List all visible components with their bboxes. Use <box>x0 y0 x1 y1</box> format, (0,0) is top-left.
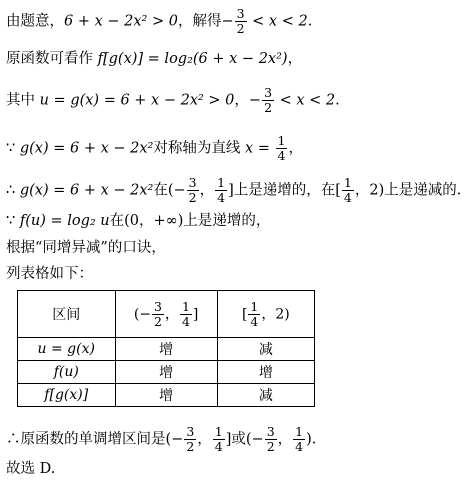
text: . <box>335 92 340 109</box>
table-cell: 增 <box>115 361 217 384</box>
text: 对称轴为直线 <box>153 140 245 157</box>
math: ， <box>197 431 212 448</box>
text: ∴原函数的单调增区间是 <box>6 431 166 448</box>
row-label: f[g(x)] <box>18 384 116 407</box>
solution-line-5 <box>6 176 461 205</box>
solution-line-10 <box>6 460 55 478</box>
math: < x < 2 <box>247 13 308 30</box>
text: 列表格如下： <box>6 266 93 282</box>
text: ， <box>287 51 303 67</box>
solution-line-8 <box>6 265 93 283</box>
monotonicity-table <box>17 290 315 407</box>
math: ， <box>199 182 215 199</box>
table-cell: 增 <box>217 361 314 384</box>
math: g(x) = 6 + x − 2x² <box>19 140 154 157</box>
text: 在 <box>153 182 168 199</box>
fraction: $\frac{1}{4}$ <box>214 424 223 454</box>
math: ) <box>306 431 312 448</box>
header-interval-1: (− $\frac{3}{2}$ ， $\frac{1}{4}$ ] <box>115 291 217 338</box>
text: . <box>311 431 317 448</box>
text: . <box>307 13 313 30</box>
solution-line-4 <box>6 134 303 163</box>
math: − <box>248 92 262 109</box>
row-label: f(u) <box>18 361 116 384</box>
outer-function: f(u) = log₂ u <box>19 213 110 229</box>
solution-line-9 <box>6 425 316 454</box>
table-cell: 增 <box>115 338 217 361</box>
math: (− <box>245 431 264 448</box>
solution-line-1 <box>6 7 312 36</box>
text: 上是递减的. <box>384 182 462 199</box>
math: (− <box>167 182 186 199</box>
math: < x < 2 <box>275 92 336 109</box>
text: 故选 D. <box>6 461 56 477</box>
solution-line-3 <box>6 86 340 115</box>
fraction: $\frac{1}{4}$ <box>295 424 304 454</box>
table-cell: 增 <box>115 384 217 407</box>
fraction: $\frac{3}{2}$ <box>236 6 245 36</box>
composite-function: f[g(x)] = log₂(6 + x − 2x²) <box>97 51 288 67</box>
table-row <box>18 384 315 407</box>
text: 或 <box>231 431 246 448</box>
because-symbol: ∵ <box>6 213 20 229</box>
math: x = <box>244 140 275 157</box>
text: ， <box>288 140 303 157</box>
text: ，解得 <box>177 13 222 30</box>
table-cell: 减 <box>217 384 314 407</box>
fraction: $\frac{3}{2}$ <box>188 175 197 205</box>
header-interval-2: [ $\frac{1}{4}$ ，2) <box>217 291 314 338</box>
math: g(x) = 6 + x − 2x² <box>19 182 154 199</box>
solution-line-2 <box>6 50 302 68</box>
fraction: $\frac{1}{4}$ <box>343 175 352 205</box>
solution-line-7 <box>6 239 166 257</box>
math: ] <box>225 431 232 448</box>
fraction: $\frac{1}{4}$ <box>250 298 259 329</box>
math: [ <box>335 182 341 199</box>
because-symbol: ∵ <box>6 140 20 157</box>
solution-line-6 <box>6 212 270 230</box>
math: ， <box>277 431 293 448</box>
fraction: $\frac{3}{2}$ <box>186 424 195 454</box>
math: ] <box>228 182 234 199</box>
fraction: $\frac{3}{2}$ <box>154 298 162 329</box>
text: 在(0，+∞)上是递增的， <box>109 213 271 229</box>
text: 由题意， <box>6 13 64 30</box>
fraction: $\frac{1}{4}$ <box>217 175 226 205</box>
inner-function: u = g(x) = 6 + x − 2x² > 0 <box>39 92 235 109</box>
fraction: $\frac{1}{4}$ <box>277 133 286 163</box>
text: 其中 <box>6 92 40 109</box>
text: ， <box>234 92 249 109</box>
text: 根据“同增异减”的口诀， <box>6 240 166 256</box>
fraction: $\frac{3}{2}$ <box>264 85 273 115</box>
inequality: 6 + x − 2x² > 0 <box>64 13 178 30</box>
fraction: $\frac{3}{2}$ <box>266 424 275 454</box>
fraction: $\frac{1}{4}$ <box>181 298 190 329</box>
math: ，2) <box>354 182 385 199</box>
table-cell: 减 <box>217 338 314 361</box>
text: 上是递增的，在 <box>233 182 336 199</box>
math: (− <box>165 431 184 448</box>
table-row <box>18 361 315 384</box>
math: − <box>221 13 234 30</box>
table-header-row <box>18 291 315 338</box>
text: 原函数可看作 <box>6 51 98 67</box>
table-row <box>18 338 315 361</box>
header-interval-label: 区间 <box>18 291 116 338</box>
row-label: u = g(x) <box>18 338 116 361</box>
therefore-symbol: ∴ <box>6 182 20 199</box>
